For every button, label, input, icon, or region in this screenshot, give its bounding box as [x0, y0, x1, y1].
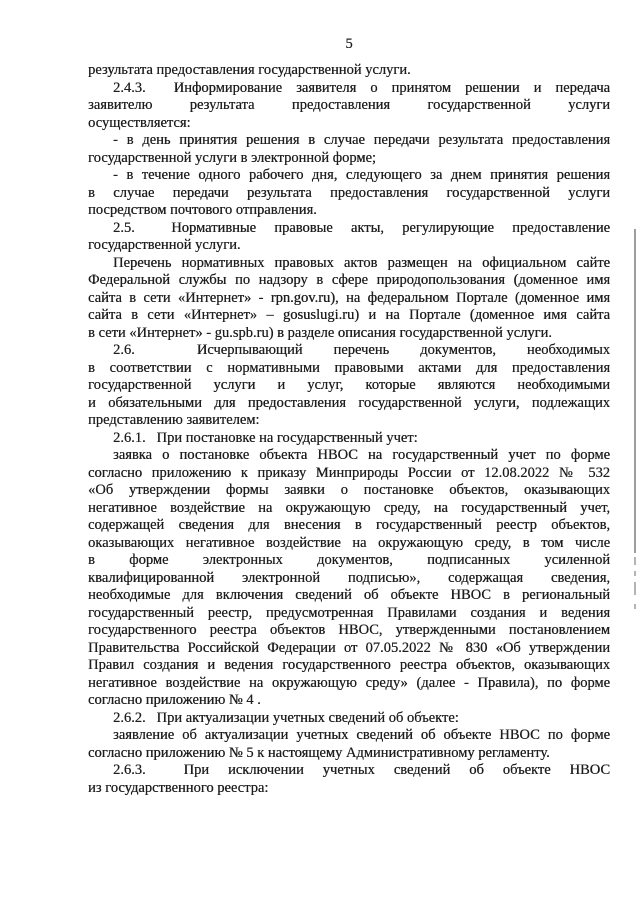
- document-line: заявление об актуализации учетных сведений об объекте НВОС по форме: [113, 727, 610, 743]
- document-line: - в течение одного рабочего дня, следующего за днем принятия решения: [113, 167, 610, 183]
- scan-edge-line: [634, 229, 636, 553]
- document-line: 2.6. Исчерпывающий перечень документов, необходимых: [113, 342, 610, 358]
- document-line: негативное воздействие на окружающую среду, на государственный учет,: [88, 499, 610, 516]
- document-line: осуществляется:: [88, 114, 191, 131]
- document-line: Федеральной службы по надзору в сфере природопользования (доменное имя: [88, 272, 610, 288]
- document-line: сайта в сети «Интернет» – gosuslugi.ru) и на Портале (доменное имя сайта: [88, 307, 610, 323]
- document-line: 2.5. Нормативные правовые акты, регулирующие предоставление: [113, 219, 610, 236]
- document-line: 2.6.1. При постановке на государственный учет:: [113, 429, 418, 446]
- document-body: [88, 62, 610, 797]
- scan-edge-dash: [634, 582, 636, 595]
- document-line: «Об утверждении формы заявки о постановке объектов, оказывающих: [88, 482, 610, 498]
- document-line: содержащей сведения для внесения в государственный реестр объектов,: [88, 517, 610, 533]
- document-line: государственный реестр, предусмотренная Правилами создания и ведения: [88, 604, 610, 621]
- document-line: необходимые для включения сведений об объекте НВОС в региональный: [88, 587, 610, 603]
- document-line: Перечень нормативных правовых актов размещен на официальном сайте: [113, 254, 610, 271]
- document-line: в форме электронных документов, подписанных усиленной: [88, 552, 610, 568]
- document-line: оказывающих негативное воздействие на окружающую среду, в том числе: [88, 534, 610, 551]
- document-line: 2.6.3. При исключении учетных сведений об объекте НВОС: [113, 762, 610, 778]
- document-line: 2.4.3. Информирование заявителя о принятом решении и передача: [113, 79, 610, 96]
- document-line: заявка о постановке объекта НВОС на государственный учет по форме: [113, 447, 610, 463]
- document-line: и обязательными для предоставления государственной услуги, подлежащих: [88, 394, 610, 411]
- scan-edge-dash: [634, 571, 636, 576]
- document-line: государственной услуги и услуг, которые являются необходимыми: [88, 377, 610, 393]
- document-line: в соответствии с нормативными правовыми актами для предоставления: [88, 359, 610, 376]
- document-line: в сети «Интернет» - gu.spb.ru) в разделе описания государственной услуги.: [88, 324, 552, 341]
- document-line: государственной услуги в электронной форме;: [88, 149, 376, 166]
- scan-edge-dash: [634, 604, 636, 609]
- document-line: 2.6.2. При актуализации учетных сведений об объекте:: [113, 709, 459, 726]
- document-line: государственной услуги.: [88, 237, 241, 253]
- document-line: государственного реестра объектов НВОС, утвержденными постановлением: [88, 622, 610, 638]
- document-line: согласно приложению № 5 к настоящему Административному регламенту.: [88, 744, 550, 761]
- document-line: из государственного реестра:: [88, 779, 269, 796]
- document-line: результата предоставления государственной услуги.: [88, 62, 411, 78]
- document-line: согласно приложению № 4 .: [88, 692, 261, 708]
- document-line: в случае передачи результата предоставления государственной услуги: [88, 184, 610, 201]
- document-line: - в день принятия решения в случае передачи результата предоставления: [113, 132, 610, 148]
- document-line: Правительства Российской Федерации от 07.05.2022 № 830 «Об утверждении: [88, 639, 610, 656]
- document-line: представлению заявителем:: [88, 412, 260, 428]
- document-line: негативное воздействие на окружающую среду» (далее - Правила), по форме: [88, 674, 610, 691]
- document-line: Правил создания и ведения государственного реестра объектов, оказывающих: [88, 657, 610, 673]
- document-line: заявителю результата предоставления государственной услуги: [88, 97, 610, 113]
- scan-edge-dash: [634, 557, 636, 565]
- page-number: 5: [345, 36, 353, 52]
- document-line: посредством почтового отправления.: [88, 202, 317, 218]
- document-line: сайта в сети «Интернет» - rpn.gov.ru), на федеральном Портале (доменное имя: [88, 289, 610, 306]
- document-line: квалифицированной электронной подписью», содержащая сведения,: [88, 569, 610, 586]
- document-line: согласно приложению к приказу Минприроды России от 12.08.2022 № 532: [88, 464, 610, 481]
